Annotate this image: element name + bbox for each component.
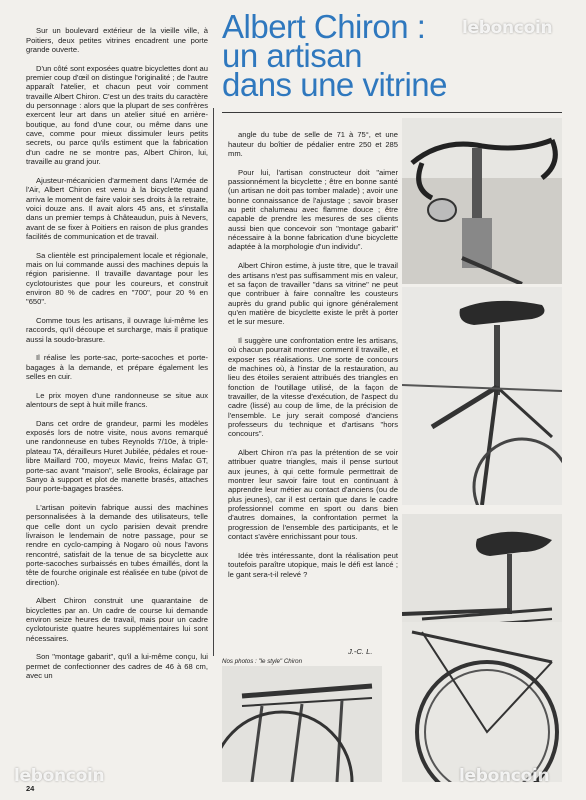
- saddle-frame-illustration: [402, 287, 562, 505]
- photo-saddle-frame: [402, 287, 562, 505]
- paragraph: Sur un boulevard extérieur de la vieille ville, à Poitiers, deux petites vitrines encadrent une porte grande ouverte.: [26, 26, 208, 55]
- title-line-3: dans une vitrine: [222, 66, 447, 103]
- paragraph: Albert Chiron estime, à juste titre, que le travail des artisans n'est pas suffisamment mis en valeur, et sa façon de travailler "dans sa vitrine" ne peut que contribuer à faire connaître les cousteurs auprès du grand public qui ignore généralement qu'en matière de bicyclette existe le prêt à porter et le sur mesure.: [228, 261, 398, 327]
- photo-handlebar-lamp: [402, 118, 562, 284]
- photo-front-rack: [222, 666, 382, 782]
- paragraph: Il suggère une confrontation entre les artisans, où chacun pourrait montrer comment il travaille, et exposer ses réalisations. Une sorte de concours de machines où, à l'instar de la restauration, au lieu des étoiles seraient attribués des triangles en fonction de l'outillage utilisé, de la façon de travailler, de la vitesse d'exécution, de l'aspect du cadre (lissé) au coup de lime, de la précision de l'ensemble. Le jury serait composé d'anciens professeurs du technique et d'artisans "hors concours".: [228, 335, 398, 439]
- paragraph: L'artisan poitevin fabrique aussi des machines personnalisées à la demande des utilisateurs, telle que celle dont un cyclo parisien devait prendre livraison le lendemain de notre passage, pour se rendre en cyclo-camping à Nogaro où nous l'avons rencontré, satisfait de la tenue de sa bicyclette aux porte-sacoches surbaissés en tubes émaillés, dont la tête de fourche originale est réalisée en tube (pivot de direction).: [26, 502, 208, 587]
- paragraph: Comme tous les artisans, il ouvrage lui-même les raccords, qu'il découpe et surcharge, mais il pratique aussi la soudo-brasure.: [26, 316, 208, 344]
- paragraph: Albert Chiron n'a pas la prétention de se voir attribuer quatre triangles, mais il pense surtout aux jeunes, à qui cette formule permettrait de montrer leur savoir faire tout en continuant à apprendre leur métier au contact d'anciens (ou de plus jeunes), car il est certain que dans le cadre professionnel comme en sport ou dans bien d'autres domaines, la confrontation permet la progression de l'ensemble des participants, et le contact s'avère enrichissant pour tous.: [228, 448, 398, 542]
- author-signature: J.-C. L.: [348, 647, 373, 656]
- title-rule: [222, 112, 562, 113]
- text-column-2: [228, 121, 398, 588]
- paragraph: Le prix moyen d'une randonneuse se situe aux alentours de sept à huit mille francs.: [26, 390, 208, 410]
- paragraph: angle du tube de selle de 71 à 75°, et une hauteur du boîtier de pédalier entre 250 et 285 mm.: [228, 130, 398, 159]
- handlebar-lamp-illustration: [402, 118, 562, 284]
- leboncoin-watermark: leboncoin: [462, 18, 553, 38]
- paragraph: Son "montage gabarit", qu'il a lui-même conçu, lui permet de confectionner des cadres de 46 à 68 cm, avec un: [26, 652, 208, 681]
- title-line-1: Albert Chiron :: [222, 8, 426, 45]
- paragraph: Idée très intéressante, dont la réalisation peut toutefois paraître utopique, mais le défi est lancé ; le gant sera-t-il relevé ?: [228, 550, 398, 579]
- paragraph: Sa clientèle est principalement locale et régionale, mais on lui commande aussi des machines depuis la région parisienne. Il travaille davantage pour les cyclotouristes que pour les coureurs, et construit environ 80 % de cadres en "700", pour 20 % en "650".: [26, 250, 208, 307]
- leboncoin-watermark: leboncoin: [14, 766, 105, 786]
- title-line-2: un artisan: [222, 37, 362, 74]
- paragraph: Albert Chiron construit une quarantaine de bicyclettes par an. Un cadre de course lui demande environ seize heures de travail, mais pour un cadre cyclotouriste quatre heures supplémentaires lui sont nécessaires.: [26, 596, 208, 643]
- paragraph: Dans cet ordre de grandeur, parmi les modèles exposés lors de notre visite, nous avons remarqué une randonneuse en tubes Reynolds 7/10e, à triple-plateau TA, dérailleurs Huret Jubilée, pédales et roue-libre Maillard 700, moyeux Mavic, freins Mafac GT, porte-sac avant "maison", selle Brooks, éclairage par Sanyo à support et plot de manette brasés, attaches pour porte-bagages brasées.: [26, 418, 208, 494]
- text-column-1: [26, 17, 208, 690]
- photo-rear-wheel: [402, 622, 562, 782]
- page-number: 24: [26, 784, 35, 793]
- paragraph: D'un côté sont exposées quatre bicyclettes dont au premier coup d'œil on distingue l'originalité ; de l'autre apparaît l'atelier, et chacun peut voir comment travaille Albert Chiron. C'est un des traits du caractère du personnage : alors que la plupart de ses confrères exercent leur art dans un atelier situé en arrière-boutique, au fond d'une cour, ou même dans une cave, comme pour mieux dissimuler leurs petits secrets, ou parce qu'ils estiment que la fabrication d'un cadre ne se montre pas, Albert Chiron, lui, travaille au grand jour.: [26, 63, 208, 167]
- paragraph: Ajusteur-mécanicien d'armement dans l'Armée de l'Air, Albert Chiron est venu à la bicyclette quand arriva le moment de faire valoir ses droits à la retraite, voici douze ans. Il avait alors 45 ans, et s'installa dans un premier temps à Châteaudun, puis à Nevers, avant de se fixer à Poitiers en raison de plus grandes facilités de communication et de travail.: [26, 175, 208, 241]
- column-divider: [213, 108, 214, 656]
- rear-wheel-illustration: [402, 622, 562, 782]
- article-title: [222, 8, 500, 103]
- photo-credit: Nos photos : "le style" Chiron: [222, 658, 303, 665]
- front-rack-illustration: [222, 666, 382, 782]
- leboncoin-watermark: leboncoin: [459, 766, 550, 786]
- paragraph: Il réalise les porte-sac, porte-sacoches et porte-bagages à la demande, et prépare également les selles en cuir.: [26, 353, 208, 382]
- paragraph: Pour lui, l'artisan constructeur doit "aimer passionnément la bicyclette ; être en bonne santé (un artisan ne doit pas tomber malade) ; avoir une bonne connaissance de l'ajustage ; savoir braser au petit chalumeau avec flamme douce ; être capable de prendre les mesures de ses clients aussi bien que concevoir son "montage gabarit" nécessaire à la bonne fabrication d'une bicyclette adaptée à la morphologie d'un individu".: [228, 167, 398, 252]
